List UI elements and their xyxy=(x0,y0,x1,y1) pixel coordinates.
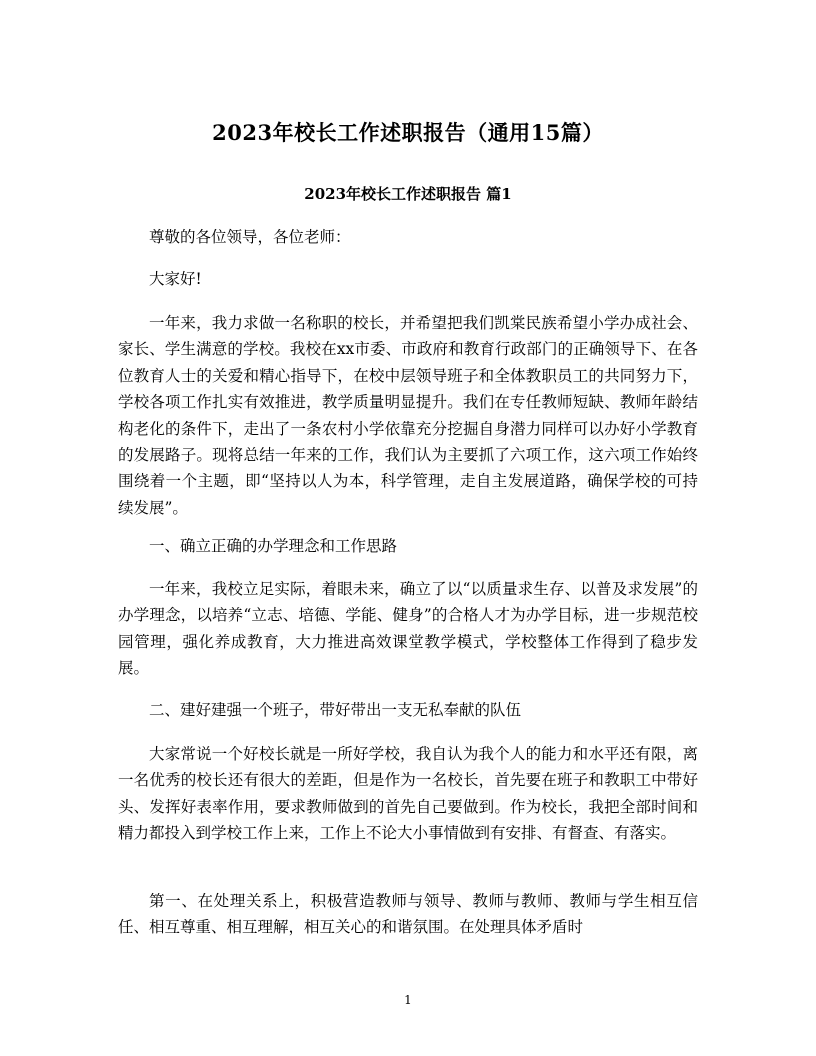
page-number: 1 xyxy=(404,993,412,1007)
body-text xyxy=(118,888,698,941)
heading-section-2: 二、建好建强一个班子，带好带出一支无私奉献的队伍 xyxy=(149,701,522,719)
body-text xyxy=(118,576,698,682)
heading-section-1: 一、确立正确的办学理念和工作思路 xyxy=(149,537,398,555)
paragraph-greeting: 大家好! xyxy=(149,270,202,288)
body-text xyxy=(118,224,698,250)
body-text xyxy=(118,266,698,292)
body-text xyxy=(118,533,698,559)
body-text xyxy=(118,697,698,723)
body-text xyxy=(118,741,698,847)
document-title: 2023年校长工作述职报告（通用15篇） xyxy=(212,120,604,145)
section-title: 2023年校长工作述职报告 篇1 xyxy=(304,185,512,203)
paragraph-intro: 一年来，我力求做一名称职的校长，并希望把我们凯棠民族希望小学办成社会、家长、学生满意的学校。我校在xx市委、市政府和教育行政部门的正确领导下、在各位教育人士的关爱和精心指导下，在校中层领导班子和全体教职员工的共同努力下，学校各项工作扎实有效推进，教学质量明显提升。我们在专任教师短缺、教师年龄结构老化的条件下，走出了一条农村小学依靠充分挖掘自身潜力同样可以办好小学教育的发展路子。现将总结一年来的工作，我们认为主要抓了六项工作，这六项工作始终围绕着一个主题，即“坚持以人为本，科学管理，走自主发展道路，确保学校的可持续发展”。 xyxy=(118,314,698,517)
body-text xyxy=(118,310,698,521)
paragraph-section-1: 一年来，我校立足实际，着眼未来，确立了以“以质量求生存、以普及求发展”的办学理念，以培养“立志、培德、学能、健身”的合格人才为办学目标，进一步规范校园管理，强化养成教育，大力推进高效课堂教学模式，学校整体工作得到了稳步发展。 xyxy=(118,580,698,678)
paragraph-relations: 第一、在处理关系上，积极营造教师与领导、教师与教师、教师与学生相互信任、相互尊重、相互理解，相互关心的和谐氛围。在处理具体矛盾时 xyxy=(118,892,698,937)
paragraph-salutation: 尊敬的各位领导，各位老师： xyxy=(149,228,351,246)
paragraph-section-2: 大家常说一个好校长就是一所好学校，我自认为我个人的能力和水平还有限，离一名优秀的校长还有很大的差距，但是作为一名校长，首先要在班子和教职工中带好头、发挥好表率作用，要求教师做到的首先自己要做到。作为校长，我把全部时间和精力都投入到学校工作上来，工作上不论大小事情做到有安排、有督查、有落实。 xyxy=(118,745,698,843)
